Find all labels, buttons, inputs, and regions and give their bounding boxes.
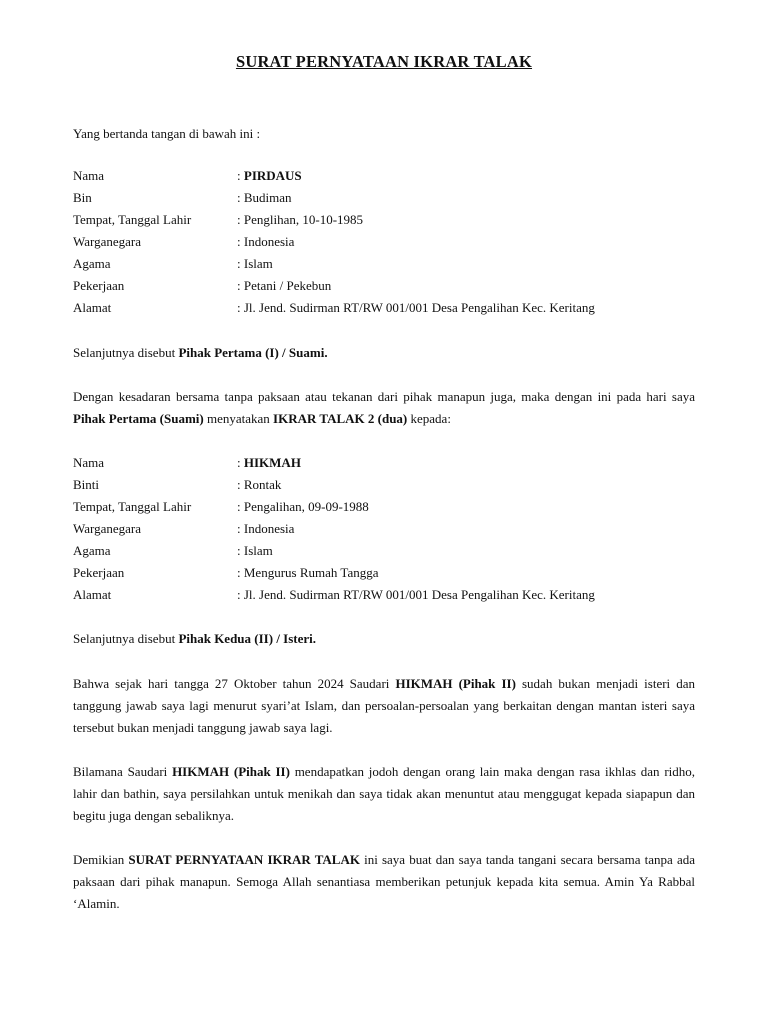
statement-paragraph-2: Bilamana Saudari HIKMAH (Pihak II) mendapatkan jodoh dengan orang lain maka dengan rasa ikhlas dan ridho, lahir dan bathin, saya persilahkan untuk menikah dan saya tidak akan menuntut atau menggugat kepada siapapun dan begitu juga dengan sebaliknya. (73, 764, 696, 823)
intro-text: Yang bertanda tangan di bawah ini : (73, 126, 261, 141)
field-value: : Jl. Jend. Sudirman RT/RW 001/001 Desa Pengalihan Kec. Keritang (237, 300, 595, 315)
field-label: Pekerjaan (73, 565, 125, 580)
party1-row-occupation (73, 275, 695, 297)
field-label: Warganegara (73, 234, 142, 249)
party2-designation: Selanjutnya disebut Pihak Kedua (II) / Isteri. (73, 631, 317, 646)
field-value: : Islam (237, 543, 273, 558)
field-label: Tempat, Tanggal Lahir (73, 499, 192, 514)
closing-paragraph: Demikian SURAT PERNYATAAN IKRAR TALAK ini saya buat dan saya tanda tangani secara bersama tanpa ada paksaan dari pihak manapun. Semoga Allah senantiasa memberikan petunjuk kepada kita semua. Amin Ya Rabbal ‘Alamin. (73, 852, 696, 911)
field-value: : Petani / Pekebun (237, 278, 332, 293)
party2-row-occupation (73, 562, 695, 584)
field-value: : Mengurus Rumah Tangga (237, 565, 379, 580)
field-value: : PIRDAUS (237, 168, 302, 183)
party2-row-birth (73, 496, 695, 518)
party2-row-religion (73, 540, 695, 562)
field-label: Nama (73, 455, 105, 470)
field-label: Nama (73, 168, 105, 183)
field-label: Tempat, Tanggal Lahir (73, 212, 192, 227)
field-label: Agama (73, 543, 111, 558)
party1-details (73, 165, 695, 319)
field-value: : Islam (237, 256, 273, 271)
party1-row-bin (73, 187, 695, 209)
field-value: : Indonesia (237, 521, 295, 536)
party2-details (73, 452, 695, 606)
document-title: SURAT PERNYATAAN IKRAR TALAK (235, 52, 533, 71)
party1-row-religion (73, 253, 695, 275)
party2-row-name (73, 452, 695, 474)
statement-paragraph-1: Bahwa sejak hari tangga 27 Oktober tahun 2024 Saudari HIKMAH (Pihak II) sudah bukan menjadi isteri dan tanggung jawab saya lagi menurut syari’at Islam, dan persoalan-persoalan yang berkaitan dengan mantan isteri saya tersebut bukan menjadi tanggung jawab saya lagi. (73, 676, 695, 735)
field-label: Pekerjaan (73, 278, 125, 293)
party2-row-binti (73, 474, 695, 496)
field-label: Alamat (73, 587, 112, 602)
field-value: : Budiman (237, 190, 292, 205)
party1-designation: Selanjutnya disebut Pihak Pertama (I) / Suami. (73, 345, 328, 360)
party1-row-name (73, 165, 695, 187)
field-label: Warganegara (73, 521, 142, 536)
party1-row-birth (73, 209, 695, 231)
field-value: : Rontak (237, 477, 282, 492)
declaration-paragraph: Dengan kesadaran bersama tanpa paksaan atau tekanan dari pihak manapun juga, maka dengan ini pada hari saya Pihak Pertama (Suami) menyatakan IKRAR TALAK 2 (dua) kepada: (73, 389, 695, 426)
field-label: Binti (73, 477, 100, 492)
party2-row-address (73, 584, 695, 606)
field-value: : Penglihan, 10-10-1985 (237, 212, 364, 227)
field-value: : Pengalihan, 09-09-1988 (237, 499, 369, 514)
field-value: : Indonesia (237, 234, 295, 249)
field-label: Bin (73, 190, 92, 205)
field-label: Agama (73, 256, 111, 271)
party1-row-citizenship (73, 231, 695, 253)
field-value: : Jl. Jend. Sudirman RT/RW 001/001 Desa Pengalihan Kec. Keritang (237, 587, 595, 602)
field-value: : HIKMAH (237, 455, 301, 470)
party1-row-address (73, 297, 695, 319)
field-label: Alamat (73, 300, 112, 315)
party2-row-citizenship (73, 518, 695, 540)
